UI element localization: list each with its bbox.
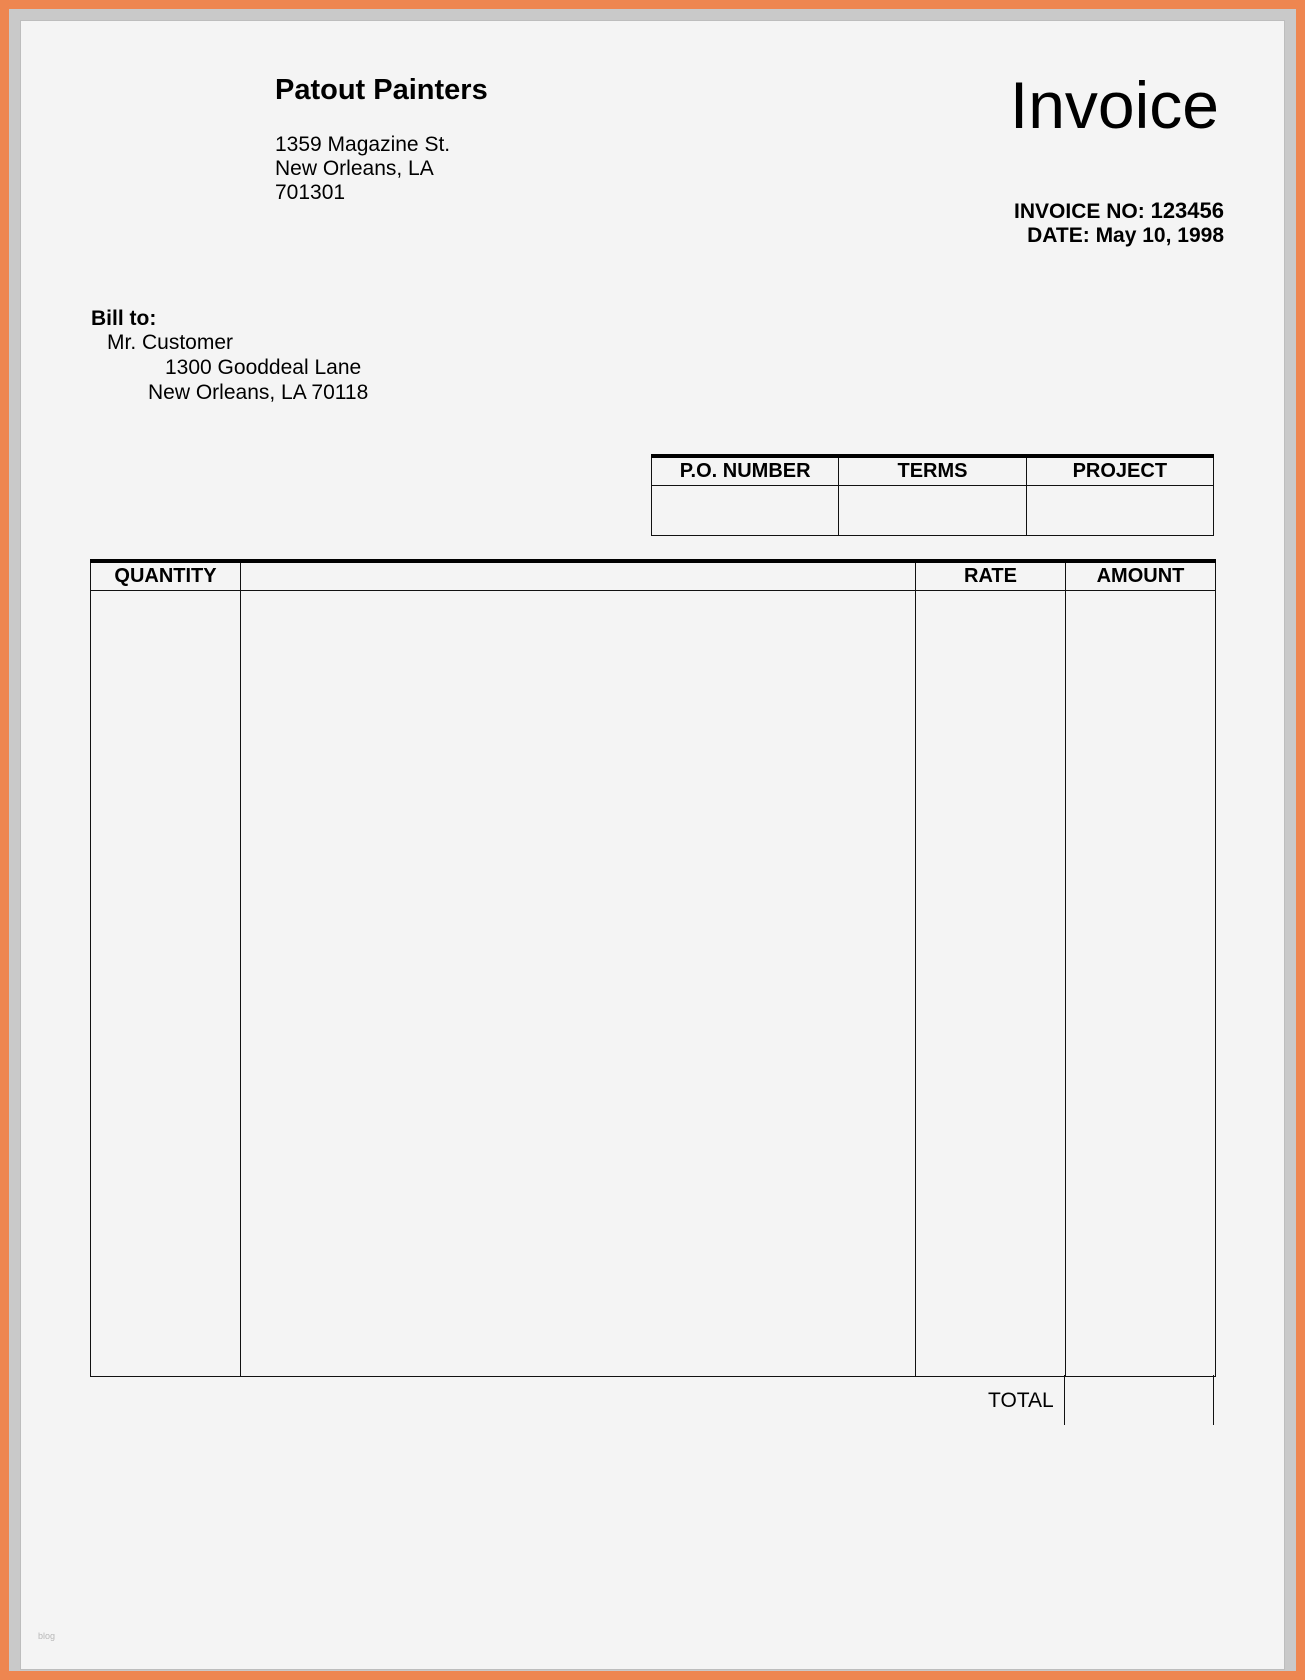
bill-to-street: 1300 Gooddeal Lane	[165, 356, 362, 379]
invoice-number-value: 123456	[1150, 198, 1224, 223]
po-number-header: P.O. NUMBER	[652, 456, 839, 486]
amount-header: AMOUNT	[1066, 561, 1216, 591]
invoice-date-row	[1027, 224, 1224, 248]
invoice-date-value: May 10, 1998	[1095, 224, 1224, 247]
line-items-table	[90, 559, 1216, 1377]
company-address-street: 1359 Magazine St.	[275, 133, 451, 156]
quantity-header: QUANTITY	[91, 561, 241, 591]
total-label: TOTAL	[988, 1389, 1054, 1412]
invoice-number-label: INVOICE NO:	[1014, 200, 1145, 223]
po-number-cell	[652, 486, 839, 536]
terms-cell	[839, 486, 1026, 536]
total-value-box	[1064, 1375, 1214, 1425]
po-table-value-row	[652, 486, 1214, 536]
company-address-city: New Orleans, LA	[275, 157, 434, 180]
po-table	[651, 454, 1214, 536]
po-table-header-row	[652, 456, 1214, 486]
line-items-header-row	[91, 561, 1216, 591]
amount-column	[1066, 591, 1216, 1377]
company-name: Patout Painters	[275, 74, 488, 106]
description-header	[241, 561, 916, 591]
terms-header: TERMS	[839, 456, 1026, 486]
company-address-zip: 701301	[275, 181, 346, 204]
description-column	[241, 591, 916, 1377]
rate-header: RATE	[916, 561, 1066, 591]
quantity-column	[91, 591, 241, 1377]
line-items-body-row	[91, 591, 1216, 1377]
document-title: Invoice	[1009, 68, 1219, 142]
invoice-date-label: DATE:	[1027, 224, 1090, 247]
bill-to-label: Bill to:	[91, 307, 157, 330]
project-cell	[1026, 486, 1213, 536]
watermark: blog	[38, 1631, 56, 1641]
invoice-number-row	[1014, 198, 1224, 224]
bill-to-city: New Orleans, LA 70118	[148, 381, 369, 404]
project-header: PROJECT	[1026, 456, 1213, 486]
bill-to-name: Mr. Customer	[107, 331, 234, 354]
rate-column	[916, 591, 1066, 1377]
